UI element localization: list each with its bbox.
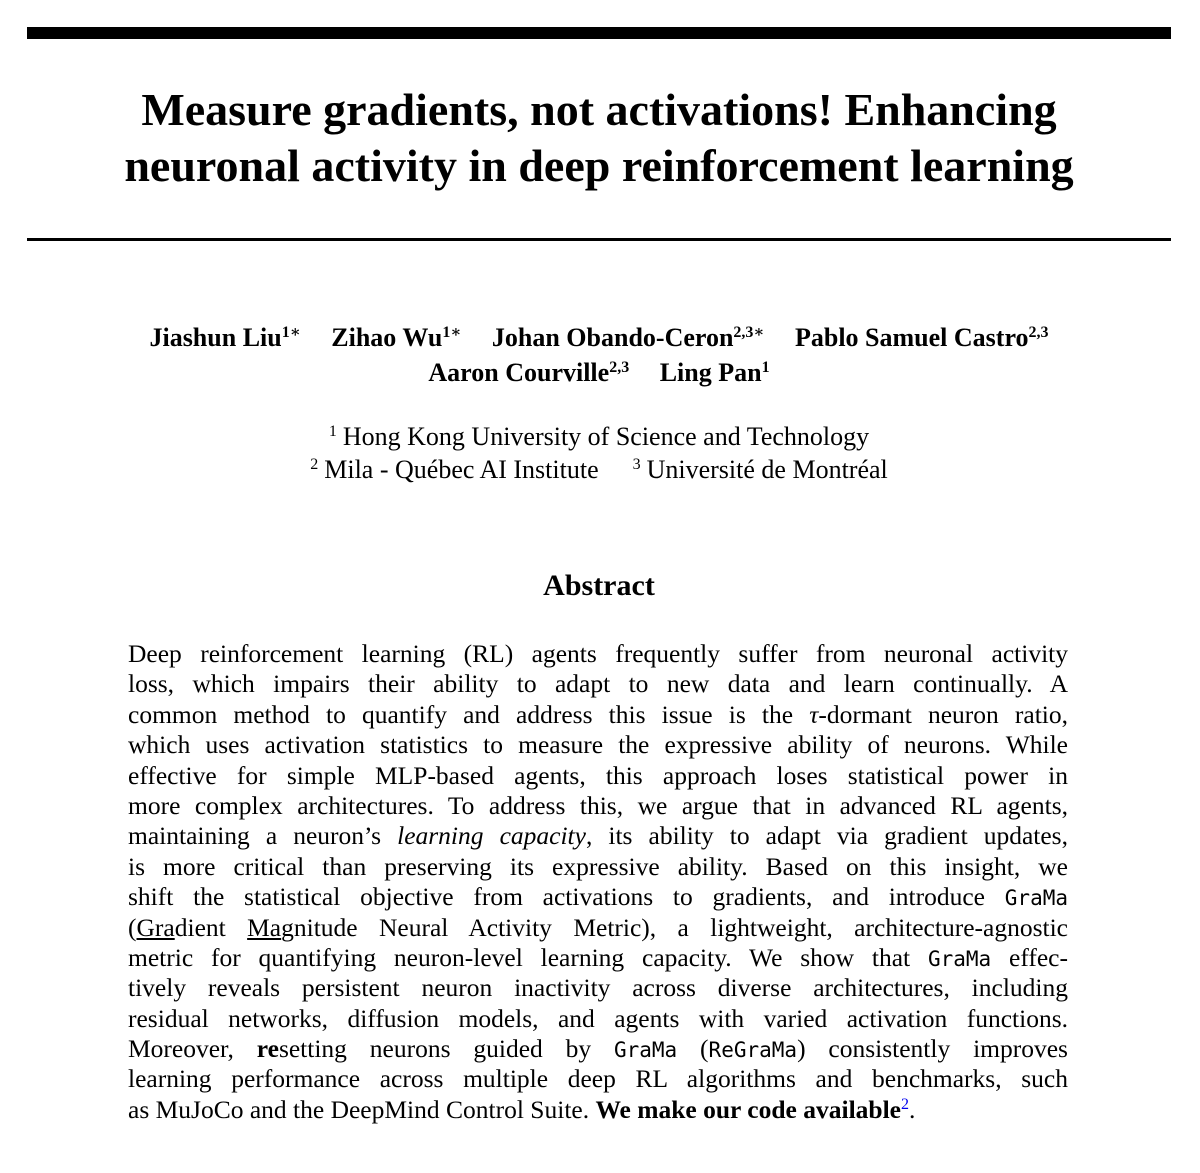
tau-symbol: τ (809, 699, 819, 729)
abstract-line: is more critical than preserving its expressive ability. Based on this insight, we (128, 851, 1068, 881)
title-line-1: Measure gradients, not activations! Enhancing (141, 84, 1057, 135)
affiliation-line-1: $^1$ Hong Kong University of Science and Technology (328, 422, 870, 451)
title-bottom-rule (27, 238, 1171, 241)
abstract-line: Deep reinforcement learning (RL) agents frequently suffer from neuronal activity (128, 639, 1068, 668)
footnote-link[interactable]: 2 (900, 1095, 909, 1113)
abstract-line: maintaining a neuron’s learning capacity, its ability to adapt via gradient updates, (128, 821, 1068, 851)
method-name: GraMa (613, 1038, 678, 1063)
author-line-2 (27, 355, 1171, 390)
abstract-line: tively reveals persistent neuron inactivity across diverse architectures, including (128, 973, 1068, 1003)
abstract-line: which uses activation statistics to measure the expressive ability of neurons. While (128, 730, 1068, 760)
abstract-body (128, 639, 1068, 1125)
author: Ling Pan$^1$ (659, 358, 770, 387)
author-line-1 (27, 320, 1171, 355)
abstract-line: effective for simple MLP-based agents, this approach loses statistical power in (128, 760, 1068, 790)
author: Zihao $Wu^{1∗}$ (331, 323, 462, 352)
emphasis: learning capacity (397, 821, 586, 851)
affiliation-list (27, 420, 1171, 486)
abstract-heading: Abstract (543, 569, 655, 602)
author: Pablo Samuel Castro$^{2,3}$ (794, 323, 1049, 352)
method-name: GraMa (927, 946, 992, 971)
affiliation-line-2: $^2$ Mila - Québec AI Institute $^3$ Université de Montréal (310, 455, 888, 484)
abstract-line: shift the statistical objective from activations to gradients, and introduce GraMa (128, 882, 1068, 912)
abstract-line: learning performance across multiple deep RL algorithms and benchmarks, such (128, 1064, 1068, 1094)
abstract-line: metric for quantifying neuron-level learning capacity. We show that GraMa effec- (128, 942, 1068, 972)
abstract-line: loss, which impairs their ability to adapt to new data and learn continually. A (128, 669, 1068, 699)
abstract-line: residual networks, diffusion models, and agents with varied activation functions. (128, 1003, 1068, 1033)
title-line-2: neuronal activity in deep reinforcement learning (124, 140, 1074, 191)
abstract-line: Moreover, resetting neurons guided by GraMa (ReGraMa) consistently improves (128, 1034, 1068, 1064)
method-name: GraMa (1004, 886, 1068, 911)
top-rule (27, 27, 1171, 39)
author-list (27, 320, 1171, 390)
author: Aaron Courville$^{2,3}$ (428, 358, 630, 387)
affiliation: Université de Montréal (646, 455, 888, 484)
author: Johan Obando-Ceron$^{2,3∗}$ (491, 323, 765, 352)
abstract-line: as MuJoCo and the DeepMind Control Suite. We make our code available$^2$. (128, 1094, 916, 1124)
abstract-line: (Gradient Magnitude Neural Activity Metric), a lightweight, architecture-agnostic (128, 912, 1068, 942)
author: Jiashun Liu$^{1∗}$ (149, 323, 301, 352)
affiliation: Hong Kong University of Science and Technology (342, 422, 870, 451)
affiliation: Mila - Québec AI Institute (324, 455, 599, 484)
paper-title (27, 82, 1171, 194)
abstract-line: common method to quantify and address this issue is the τ-dormant neuron ratio, (128, 699, 1068, 729)
abstract-line: more complex architectures. To address this, we argue that in advanced RL agents, (128, 790, 1068, 820)
method-name: ReGraMa (708, 1038, 798, 1063)
